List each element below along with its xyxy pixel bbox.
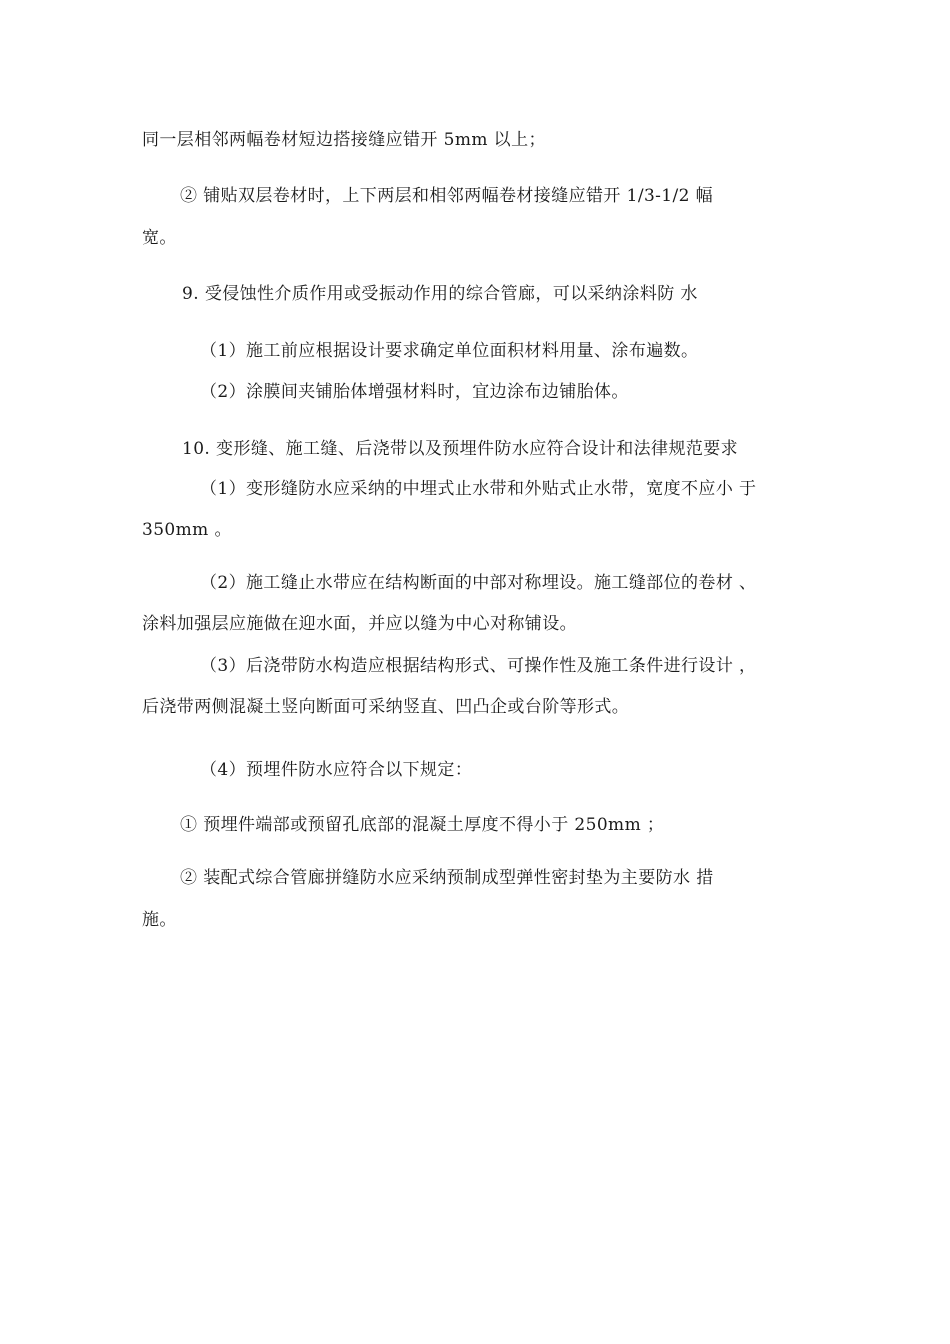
paragraph-line: 涂料加强层应施做在迎水面，并应以缝为中心对称铺设。 — [142, 614, 577, 634]
paragraph-line: （2）涂膜间夹铺胎体增强材料时，宜边涂布边铺胎体。 — [200, 382, 629, 402]
paragraph-line: ② 装配式综合管廊拼缝防水应采纳预制成型弹性密封垫为主要防水 措 — [180, 868, 714, 888]
paragraph-line: 宽。 — [142, 228, 177, 248]
paragraph-line: ① 预埋件端部或预留孔底部的混凝土厚度不得小于 250mm ； — [180, 815, 665, 835]
section-heading: 9. 受侵蚀性介质作用或受振动作用的综合管廊，可以采纳涂料防 水 — [182, 284, 698, 304]
paragraph-line: （1）施工前应根据设计要求确定单位面积材料用量、涂布遍数。 — [200, 341, 699, 361]
paragraph-line: 后浇带两侧混凝土竖向断面可采纳竖直、凹凸企或台阶等形式。 — [142, 697, 630, 717]
paragraph-line: 施。 — [142, 910, 177, 930]
section-heading: 10. 变形缝、施工缝、后浇带以及预埋件防水应符合设计和法律规范要求 — [182, 439, 739, 459]
paragraph-line: （4）预埋件防水应符合以下规定： — [200, 760, 473, 780]
paragraph-line: （3）后浇带防水构造应根据结构形式、可操作性及施工条件进行设计 ， — [200, 656, 757, 676]
paragraph-line: 同一层相邻两幅卷材短边搭接缝应错开 5mm 以上； — [142, 130, 546, 150]
paragraph-line: （2）施工缝止水带应在结构断面的中部对称埋设。施工缝部位的卷材 、 — [200, 573, 757, 593]
paragraph-line: （1）变形缝防水应采纳的中埋式止水带和外贴式止水带，宽度不应小 于 — [200, 479, 757, 499]
paragraph-line: 350mm 。 — [142, 520, 232, 540]
paragraph-line: ② 铺贴双层卷材时，上下两层和相邻两幅卷材接缝应错开 1/3-1/2 幅 — [180, 186, 714, 206]
